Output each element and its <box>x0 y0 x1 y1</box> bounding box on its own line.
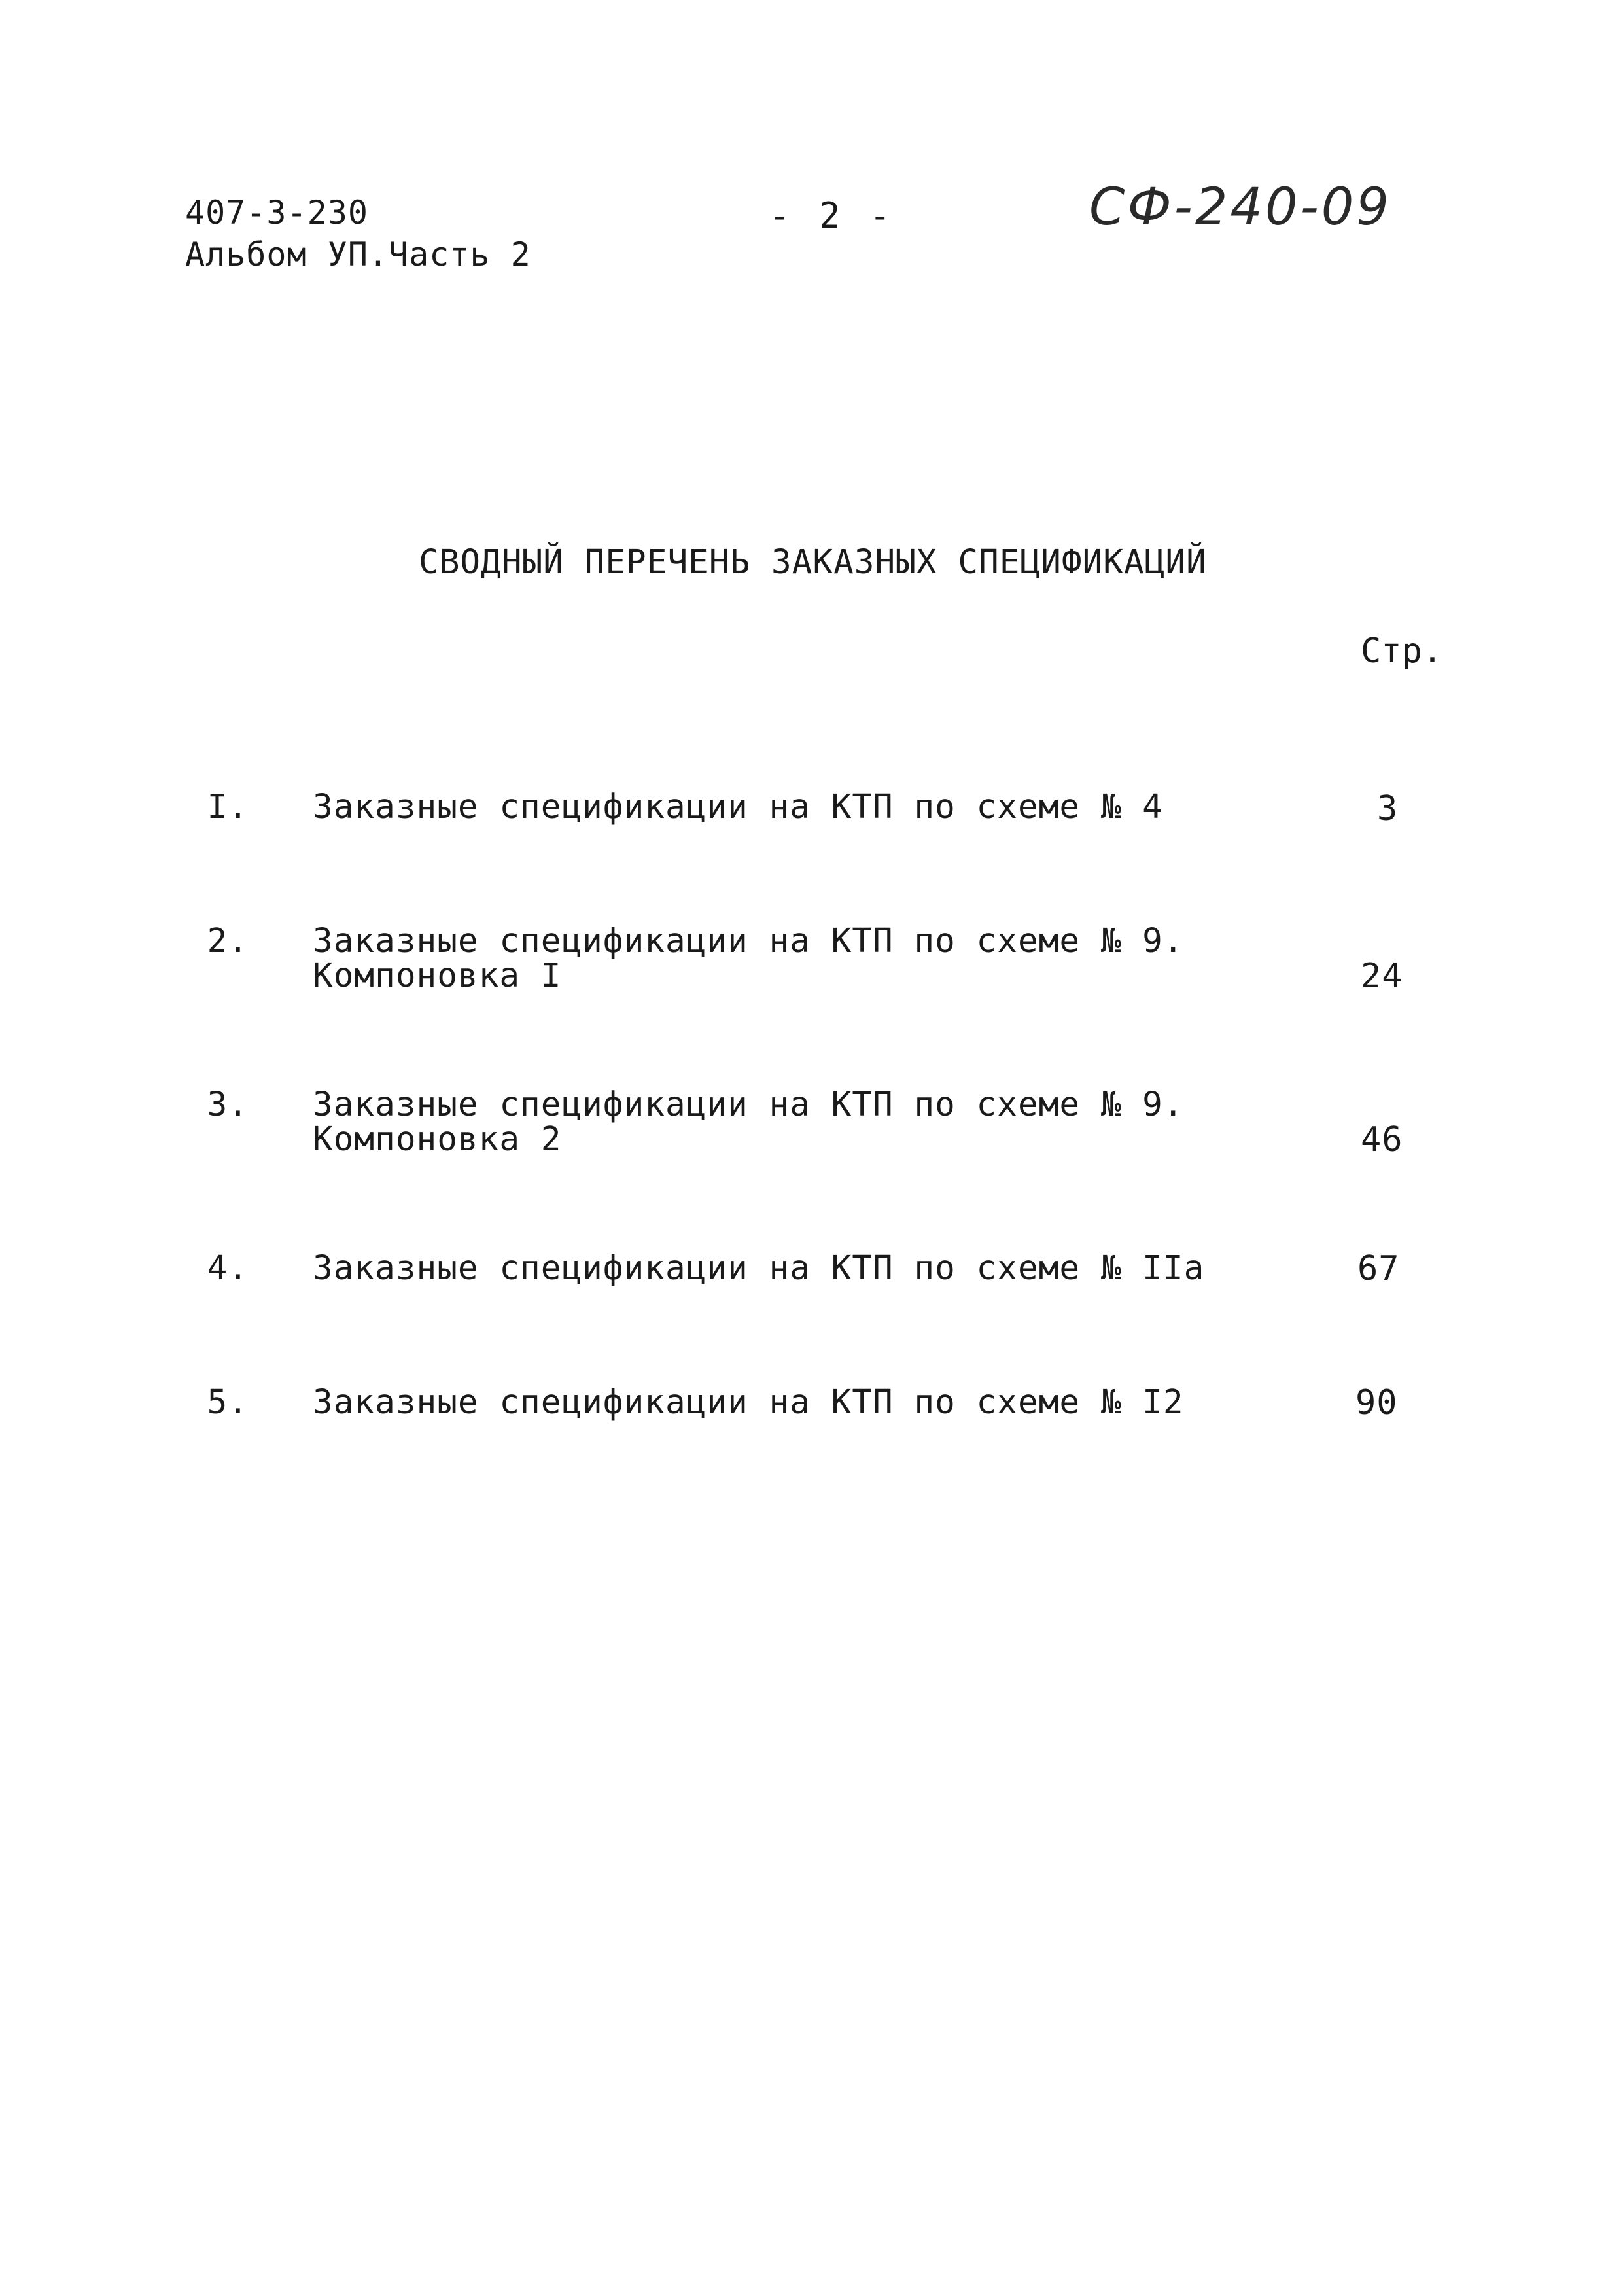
entry-page: 3 <box>1377 789 1399 828</box>
entry-title: Заказные спецификации на КТП по схеме № 9. <box>313 922 1184 961</box>
handwritten-code: СФ-240-09 <box>1089 178 1392 237</box>
entry-subtitle: Компоновка 2 <box>313 1120 562 1159</box>
entry-number: I. <box>207 788 249 826</box>
entry-number: 5. <box>207 1383 249 1422</box>
entry-page: 90 <box>1355 1383 1398 1422</box>
entry-title: Заказные спецификации на КТП по схеме № I2 <box>313 1383 1184 1422</box>
page-title: СВОДНЫЙ ПЕРЕЧЕНЬ ЗАКАЗНЫХ СПЕЦИФИКАЦИЙ <box>419 543 1207 582</box>
entry-subtitle: Компоновка I <box>313 957 562 995</box>
document-number: 407-3-230 <box>185 194 368 232</box>
entry-page: 67 <box>1357 1249 1400 1288</box>
entry-number: 4. <box>207 1249 249 1288</box>
entry-page: 24 <box>1361 957 1403 996</box>
entry-number: 2. <box>207 922 249 961</box>
entry-number: 3. <box>207 1086 249 1124</box>
entry-title: Заказные спецификации на КТП по схеме № 4 <box>313 788 1163 826</box>
page-column-header: Стр. <box>1361 631 1443 671</box>
entry-page: 46 <box>1361 1120 1403 1159</box>
album-label: Альбом УП.Часть 2 <box>185 236 531 274</box>
page-number: - 2 - <box>769 195 895 236</box>
entry-title: Заказные спецификации на КТП по схеме № IIа <box>313 1249 1205 1288</box>
entry-title: Заказные спецификации на КТП по схеме № 9. <box>313 1086 1184 1124</box>
